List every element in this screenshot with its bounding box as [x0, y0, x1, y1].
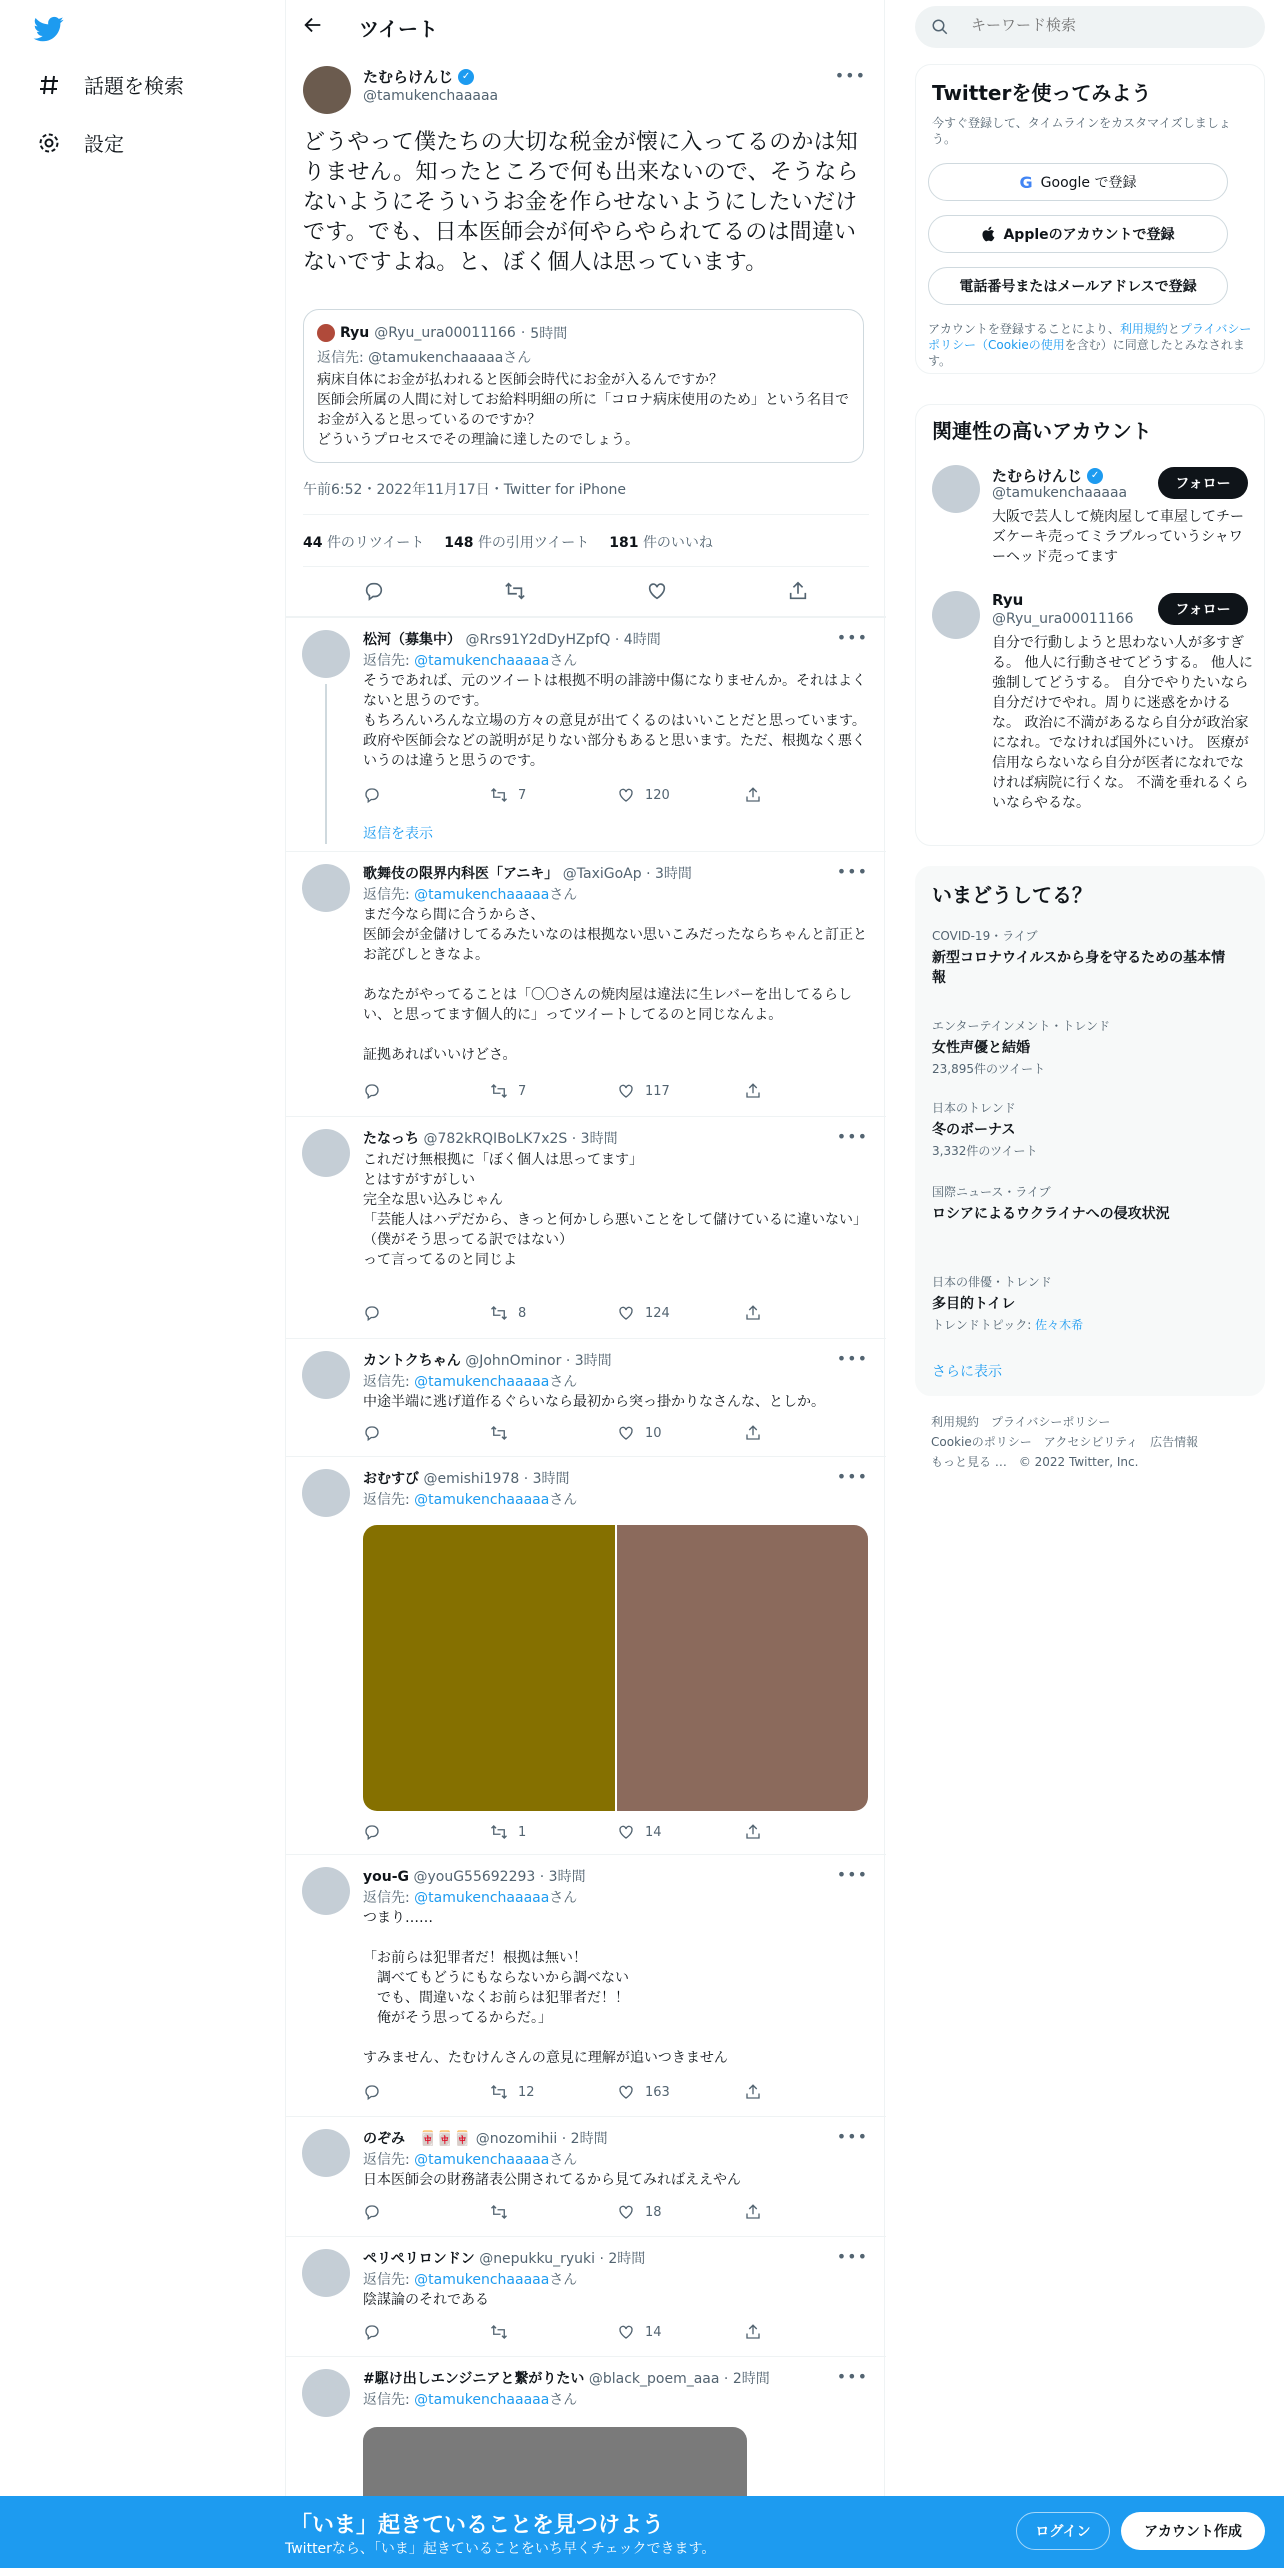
reply-time[interactable]: 3時間 — [574, 1353, 612, 1369]
reply-button[interactable] — [363, 1082, 490, 1100]
back-arrow-icon[interactable] — [302, 14, 328, 40]
reply-author-name[interactable]: たなっち — [363, 1131, 419, 1147]
quoted-name: Ryu — [340, 325, 370, 341]
quoted-tweet[interactable] — [303, 309, 864, 463]
reply-button[interactable] — [363, 786, 490, 804]
reply-tweet[interactable] — [286, 1116, 886, 1338]
reply-header: たなっち @782kRQIBoLK7x2S · 3時間 — [363, 1131, 618, 1147]
footer-line[interactable]: もっと見る … © 2022 Twitter, Inc. — [931, 1455, 1139, 1469]
avatar[interactable] — [302, 2129, 350, 2177]
reply-text: つまり…… 「お前らは犯罪者だ！根拠は無い！ 調べてもどうにもならないから調べない でも、間違いなくお前らは犯罪者だ！！ 俺がそう思ってるからだ。」 すみません、たむけんさんの意見に理解が追いつきません — [363, 1910, 728, 2066]
trend-count: トレンドトピック: 佐々木希 — [932, 1318, 1084, 1332]
terms-link[interactable]: 利用規約 — [1119, 322, 1168, 336]
left-nav — [0, 0, 285, 2568]
more-options-icon[interactable]: ••• — [834, 66, 866, 85]
reply-tweet[interactable] — [286, 617, 886, 851]
trend-item[interactable] — [932, 1273, 1232, 1333]
reply-header: ペリペリロンドン @nepukku_ryuki · 2時間 — [363, 2251, 646, 2267]
like-count: 14 — [645, 1824, 662, 1840]
quoted-tweet-header — [317, 323, 567, 343]
reply-to: 返信先: @tamukenchaaaaaさん — [363, 1492, 578, 1508]
related-title: 関連性の高いアカウント — [932, 419, 1152, 443]
more-options-icon[interactable]: ••• — [836, 1349, 868, 1368]
nav-explore[interactable] — [36, 70, 184, 99]
related-name[interactable]: たむらけんじ ✓ — [992, 465, 1103, 486]
trend-category: 日本のトレンド — [932, 1101, 1016, 1115]
search-icon — [931, 18, 949, 36]
share-button[interactable] — [744, 1823, 871, 1841]
reply-header: カントクちゃん @JohnOminor · 3時間 — [363, 1353, 612, 1369]
reply-to: 返信先: @tamukenchaaaaaさん — [363, 1374, 578, 1390]
share-icon[interactable] — [787, 580, 809, 602]
verified-badge-icon: ✓ — [1087, 468, 1103, 484]
reply-button[interactable] — [363, 2203, 490, 2221]
reply-time[interactable]: 2時間 — [570, 2131, 608, 2147]
signup-banner — [0, 2496, 1284, 2568]
quoted-avatar — [317, 324, 335, 342]
reply-button[interactable] — [363, 2323, 490, 2341]
tweet-media[interactable] — [363, 1525, 868, 1811]
avatar[interactable] — [932, 465, 980, 513]
trends-card — [915, 866, 1265, 1396]
reply-text: 日本医師会の財務諸表公開されてるから見てみればええやん — [363, 2172, 741, 2188]
reply-header: のぞみ 🀄🀄🀄 @nozomihii · 2時間 — [363, 2131, 608, 2147]
trend-count: 23,895件のツイート — [932, 1062, 1046, 1076]
tweet-header — [286, 0, 886, 53]
footer-line[interactable]: Cookieのポリシー アクセシビリティ 広告情報 — [931, 1435, 1199, 1449]
share-button[interactable] — [744, 786, 871, 804]
retweet-count: 7 — [518, 1083, 527, 1099]
reply-tweet[interactable] — [286, 1456, 886, 1854]
retweet-count: 12 — [518, 2084, 535, 2100]
reply-author-name[interactable]: 松河（募集中） — [363, 632, 461, 648]
reply-author-name[interactable]: カントクちゃん — [363, 1353, 461, 1369]
retweet-button[interactable] — [490, 786, 617, 804]
like-button[interactable] — [617, 1823, 744, 1841]
reply-text: 陰謀論のそれである — [363, 2292, 489, 2308]
share-button[interactable] — [744, 1304, 871, 1322]
reply-actions — [363, 1424, 871, 1442]
trend-topic-link[interactable]: 佐々木希 — [1035, 1318, 1084, 1332]
trends-title: いまどうしてる？ — [932, 883, 1092, 907]
reply-author-handle[interactable]: @Rrs91Y2dDyHZpfQ — [465, 632, 611, 648]
login-button[interactable]: ログイン — [1016, 2512, 1110, 2550]
trend-title: 多目的トイレ — [932, 1296, 1016, 1312]
avatar[interactable] — [932, 591, 980, 639]
mention-link[interactable]: @tamukenchaaaaa — [414, 2272, 550, 2288]
verified-badge-icon: ✓ — [458, 69, 474, 85]
mention-link[interactable]: @tamukenchaaaaa — [414, 1374, 550, 1390]
reply-tweet[interactable] — [286, 1338, 886, 1456]
divider — [303, 566, 869, 567]
reply-author-handle[interactable]: @youG55692293 — [413, 1869, 536, 1885]
trend-category: エンターテインメント・トレンド — [932, 1019, 1111, 1033]
retweet-button[interactable] — [490, 1304, 617, 1322]
trend-title: ロシアによるウクライナへの侵攻状況 — [932, 1206, 1170, 1222]
more-options-icon[interactable]: ••• — [836, 1127, 868, 1146]
follow-button[interactable]: フォロー — [1158, 593, 1248, 625]
avatar[interactable] — [303, 66, 351, 114]
retweet-button[interactable] — [490, 2323, 617, 2341]
related-handle[interactable]: @Ryu_ura00011166 — [992, 611, 1134, 627]
like-button[interactable] — [617, 1424, 744, 1442]
avatar[interactable] — [302, 630, 350, 678]
more-options-icon[interactable]: ••• — [836, 2247, 868, 2266]
share-button[interactable] — [744, 2083, 871, 2101]
mention-link[interactable]: @tamukenchaaaaa — [414, 1890, 550, 1906]
reply-actions — [363, 786, 871, 804]
related-name[interactable]: Ryu — [992, 591, 1024, 609]
search-input[interactable] — [971, 16, 1251, 34]
reply-to: 返信先: @tamukenchaaaaaさん — [363, 2152, 578, 2168]
reply-text: これだけ無根拠に「ぼく個人は思ってます」 とはすがすがしい 完全な思い込みじゃん 「芸能人はハデだから、きっと何かしら悪いことをして儲けているに違いない」（僕がそう思ってる訳ではない） って言ってるのと同じよ — [363, 1152, 867, 1268]
quoted-text: 病床自体にお金が払われると医師会時代にお金が入るんですか？ 医師会所属の人間に対してお給料明細の所に「コロナ病床使用のため」という名目でお金が入ると思っているのですか？ どういうプロセスでその理論に達したのでしょう。 — [317, 372, 849, 448]
reply-author-handle[interactable]: @emishi1978 — [423, 1471, 520, 1487]
more-options-icon[interactable]: ••• — [836, 1865, 868, 1884]
trend-item[interactable] — [932, 1099, 1232, 1159]
show-more-link[interactable]: さらに表示 — [932, 1364, 1002, 1380]
reply-tweet[interactable] — [286, 2116, 886, 2236]
like-count[interactable]: 181 件のいいね — [609, 535, 713, 551]
reply-time[interactable]: 3時間 — [655, 866, 692, 882]
reply-button[interactable] — [363, 1424, 490, 1442]
signup-subtitle: 今すぐ登録して、タイムラインをカスタマイズしましょう。 — [932, 116, 1231, 146]
signup-card — [915, 64, 1265, 374]
related-handle[interactable]: @tamukenchaaaaa — [992, 485, 1128, 501]
terms-text: アカウントを登録することにより、利用規約とプライバシーポリシー（Cookieの使用を含む）に同意したとみなされます。 — [928, 322, 1252, 368]
reply-time[interactable]: 2時間 — [608, 2251, 646, 2267]
divider — [303, 514, 869, 515]
avatar[interactable] — [302, 1351, 350, 1399]
avatar[interactable] — [302, 2369, 350, 2417]
reply-text: そうであれば、元のツイートは根拠不明の誹謗中傷になりませんか。それはよくないと思うのです。 もちろんいろんな立場の方々の意見が出てくるのはいいことだと思っています。政府や医師会などの説明が足りない部分もあると思います。ただ、根拠なく悪くいうのは違うと思うのです。 — [363, 673, 867, 769]
tweet-actions — [303, 580, 869, 602]
like-count: 18 — [645, 2204, 662, 2220]
gear-icon — [36, 130, 62, 156]
reply-actions — [363, 1823, 871, 1841]
reply-time[interactable]: 2時間 — [732, 2371, 770, 2387]
retweet-count: 1 — [518, 1824, 527, 1840]
avatar[interactable] — [302, 1129, 350, 1177]
reply-button[interactable] — [363, 1304, 490, 1322]
retweet-button[interactable] — [490, 2203, 617, 2221]
footer-line[interactable]: 利用規約 プライバシーポリシー — [931, 1415, 1111, 1429]
like-count: 14 — [645, 2324, 662, 2340]
reply-time[interactable]: 4時間 — [623, 632, 661, 648]
follow-button[interactable]: フォロー — [1158, 467, 1248, 499]
retweet-button[interactable] — [490, 1082, 617, 1100]
reply-author-handle[interactable]: @782kRQIBoLK7x2S — [423, 1131, 568, 1147]
reply-to: 返信先: @tamukenchaaaaaさん — [363, 653, 578, 669]
like-button[interactable] — [617, 786, 744, 804]
trend-item[interactable] — [932, 1183, 1232, 1224]
quoted-reply-to: 返信先: @tamukenchaaaaaさん — [317, 350, 532, 366]
privacy-link[interactable]: プライバシーポリシー（Cookieの使用 — [928, 322, 1252, 352]
banner-subtitle: Twitterなら、「いま」起きていることをいち早くチェックできます。 — [285, 2541, 716, 2557]
mention-link[interactable]: @tamukenchaaaaa — [414, 887, 550, 903]
like-count: 120 — [645, 787, 670, 803]
trend-item[interactable] — [932, 1017, 1232, 1077]
like-button[interactable] — [617, 1082, 744, 1100]
reply-header: 松河（募集中） @Rrs91Y2dDyHZpfQ · 4時間 — [363, 632, 661, 648]
phone-email-signup-button[interactable] — [928, 267, 1228, 305]
retweet-count[interactable]: 44 件のリツイート — [303, 535, 425, 551]
tweet-timestamp[interactable]: 午前6:52・2022年11月17日・Twitter for iPhone — [303, 482, 627, 498]
avatar[interactable] — [302, 864, 350, 912]
tweet-text: どうやって僕たちの大切な税金が懐に入ってるのかは知りません。知ったところで何も出来ないので、そうならないようにそういうお金を作らせないようにしたいだけです。でも、日本医師会が何やらやられてるのは間違いないですよね。と、ぼく個人は思っています。 — [303, 130, 859, 275]
reply-author-name[interactable]: #駆け出しエンジニアと繋がりたい — [363, 2371, 585, 2387]
media-image[interactable] — [363, 1525, 615, 1811]
google-icon: G — [1019, 172, 1033, 192]
reply-author-name[interactable]: you-G — [363, 1869, 410, 1885]
reply-text: 中途半端に逃げ道作るぐらいなら最初から突っ掛かりなさんな、としか。 — [363, 1394, 825, 1410]
tweet-stats — [303, 532, 713, 552]
reply-actions — [363, 1082, 871, 1100]
signup-button[interactable]: アカウント作成 — [1121, 2512, 1265, 2550]
reply-icon[interactable] — [363, 580, 385, 602]
quoted-time: 5時間 — [530, 326, 568, 342]
apple-icon — [981, 226, 995, 242]
reply-author-handle[interactable]: @JohnOminor — [465, 1353, 562, 1369]
reply-header: 歌舞伎の限界内科医「アニキ」 @TaxiGoAp · 3時間 — [363, 866, 692, 882]
twitter-logo-icon[interactable] — [32, 14, 66, 44]
more-options-icon[interactable]: ••• — [836, 862, 868, 881]
nav-settings-label: 設定 — [84, 132, 124, 156]
reply-time[interactable]: 3時間 — [548, 1869, 586, 1885]
like-button[interactable] — [617, 2323, 744, 2341]
reply-time[interactable]: 3時間 — [532, 1471, 570, 1487]
reply-actions — [363, 1304, 871, 1322]
google-signup-button[interactable] — [928, 163, 1228, 201]
reply-author-handle[interactable]: @TaxiGoAp — [562, 866, 642, 882]
apple-signup-button[interactable] — [928, 215, 1228, 253]
reply-to: 返信先: @tamukenchaaaaaさん — [363, 1890, 578, 1906]
quote-count[interactable]: 148 件の引用ツイート — [444, 535, 590, 551]
share-button[interactable] — [744, 2203, 871, 2221]
trend-category: 国際ニュース・ライブ — [932, 1185, 1051, 1199]
retweet-button[interactable] — [490, 2083, 617, 2101]
phone-email-signup-label: 電話番号またはメールアドレスで登録 — [959, 279, 1197, 295]
reply-text: まだ今なら間に合うからさ、 医師会が金儲けしてるみたいなのは根拠ない思いこみだったならちゃんと訂正とお詫びしときなよ。 あなたがやってることは「〇〇さんの焼肉屋は違法に生レバーを出してるらしい、と思ってます個人的に」ってツイートしてるのと同じなんよ。 証拠あればいいけどさ。 — [363, 907, 867, 1063]
more-options-icon[interactable]: ••• — [836, 628, 868, 647]
reply-author-handle[interactable]: @nepukku_ryuki — [479, 2251, 596, 2267]
banner-title: 「いま」起きていることを見つけよう — [290, 2513, 665, 2538]
reply-header: #駆け出しエンジニアと繋がりたい @black_poem_aaa · 2時間 — [363, 2371, 770, 2387]
more-options-icon[interactable]: ••• — [836, 2127, 868, 2146]
reply-author-name[interactable]: ペリペリロンドン — [363, 2251, 475, 2267]
nav-explore-label: 話題を検索 — [84, 74, 184, 98]
reply-actions — [363, 2323, 871, 2341]
reply-tweet[interactable] — [286, 1854, 886, 2116]
retweet-icon[interactable] — [504, 580, 526, 602]
reply-time[interactable]: 3時間 — [580, 1131, 618, 1147]
related-bio: 大阪で芸人して焼肉屋して車屋してチーズケーキ売ってミラブルっていうシャワーヘッド売ってます — [992, 509, 1244, 565]
like-count: 163 — [645, 2084, 670, 2100]
reply-actions — [363, 2203, 871, 2221]
like-count: 124 — [645, 1305, 670, 1321]
reply-button[interactable] — [363, 2083, 490, 2101]
reply-author-handle[interactable]: @black_poem_aaa — [588, 2371, 720, 2387]
author-handle[interactable]: @tamukenchaaaaa — [363, 88, 499, 104]
related-bio: 自分で行動しようと思わない人が多すぎる。 他人に行動させてどうする。 他人に強制してどうする。 自分でやりたいなら自分だけでやれ。周りに迷惑をかけるな。 政治に不満があるなら自分が政治家になれ。でなければ国外にいけ。 医療が信用ならないなら自分が医者になれでなければ病院に行くな。 不満を垂れるくらいならやるな。 — [992, 635, 1253, 811]
author-name[interactable] — [363, 66, 474, 87]
separator-dot: · — [520, 325, 526, 341]
page-title: ツイート — [359, 17, 438, 41]
author-name-text: たむらけんじ — [363, 68, 454, 86]
trend-title: 女性声優と結婚 — [932, 1040, 1030, 1056]
mention-link[interactable]: @tamukenchaaaaa — [414, 2152, 550, 2168]
mention-link[interactable]: @tamukenchaaaaa — [414, 653, 550, 669]
reply-header: you-G @youG55692293 · 3時間 — [363, 1869, 586, 1885]
tweet-column — [285, 0, 885, 2568]
mention-link[interactable]: @tamukenchaaaaa — [414, 1492, 550, 1508]
reply-author-name[interactable]: 歌舞伎の限界内科医「アニキ」 — [363, 866, 559, 882]
trend-title: 冬のボーナス — [932, 1122, 1016, 1138]
retweet-count: 7 — [518, 787, 527, 803]
trend-category: COVID-19・ライブ — [932, 929, 1038, 943]
retweet-button[interactable] — [490, 1823, 617, 1841]
reply-author-handle[interactable]: @nozomihii — [475, 2131, 558, 2147]
avatar[interactable] — [302, 2249, 350, 2297]
related-accounts-card — [915, 404, 1265, 846]
quoted-handle: @Ryu_ura00011166 — [374, 325, 516, 341]
trend-count: 3,332件のツイート — [932, 1144, 1038, 1158]
more-options-icon[interactable]: ••• — [836, 1467, 868, 1486]
like-button[interactable] — [617, 1304, 744, 1322]
reply-actions — [363, 2083, 871, 2101]
trend-item[interactable] — [932, 927, 1232, 988]
reply-button[interactable] — [363, 1823, 490, 1841]
share-button[interactable] — [744, 1082, 871, 1100]
reply-tweet[interactable] — [286, 2236, 886, 2356]
nav-settings[interactable] — [36, 128, 124, 157]
hashtag-icon — [36, 72, 62, 98]
more-options-icon[interactable]: ••• — [836, 2367, 868, 2386]
signup-title: Twitterを使ってみよう — [932, 81, 1152, 105]
apple-signup-label: Appleのアカウントで登録 — [1003, 227, 1175, 243]
footer-links[interactable] — [931, 1412, 1198, 1472]
like-icon[interactable] — [646, 580, 668, 602]
google-signup-label: Google で登録 — [1040, 175, 1137, 191]
avatar[interactable] — [302, 1469, 350, 1517]
like-button[interactable] — [617, 2203, 744, 2221]
reply-author-name[interactable]: のぞみ 🀄🀄🀄 — [363, 2131, 472, 2147]
like-count: 117 — [645, 1083, 670, 1099]
reply-to: 返信先: @tamukenchaaaaaさん — [363, 2272, 578, 2288]
avatar[interactable] — [302, 1867, 350, 1915]
share-button[interactable] — [744, 1424, 871, 1442]
like-button[interactable] — [617, 2083, 744, 2101]
reply-to: 返信先: @tamukenchaaaaaさん — [363, 2392, 578, 2408]
reply-tweet[interactable] — [286, 851, 886, 1116]
trend-category: 日本の俳優・トレンド — [932, 1275, 1052, 1289]
retweet-button[interactable] — [490, 1424, 617, 1442]
reply-to: 返信先: @tamukenchaaaaaさん — [363, 887, 578, 903]
show-replies-link[interactable]: 返信を表示 — [363, 826, 433, 842]
mention-link[interactable]: @tamukenchaaaaa — [414, 2392, 550, 2408]
like-count: 10 — [645, 1425, 662, 1441]
reply-author-name[interactable]: おむすび — [363, 1471, 419, 1487]
trend-title: 新型コロナウイルスから身を守るための基本情報 — [932, 950, 1226, 986]
search-box[interactable] — [915, 6, 1265, 48]
retweet-count: 8 — [518, 1305, 527, 1321]
reply-header: おむすび @emishi1978 · 3時間 — [363, 1471, 570, 1487]
share-button[interactable] — [744, 2323, 871, 2341]
thread-line — [325, 684, 327, 844]
media-image[interactable] — [617, 1525, 869, 1811]
